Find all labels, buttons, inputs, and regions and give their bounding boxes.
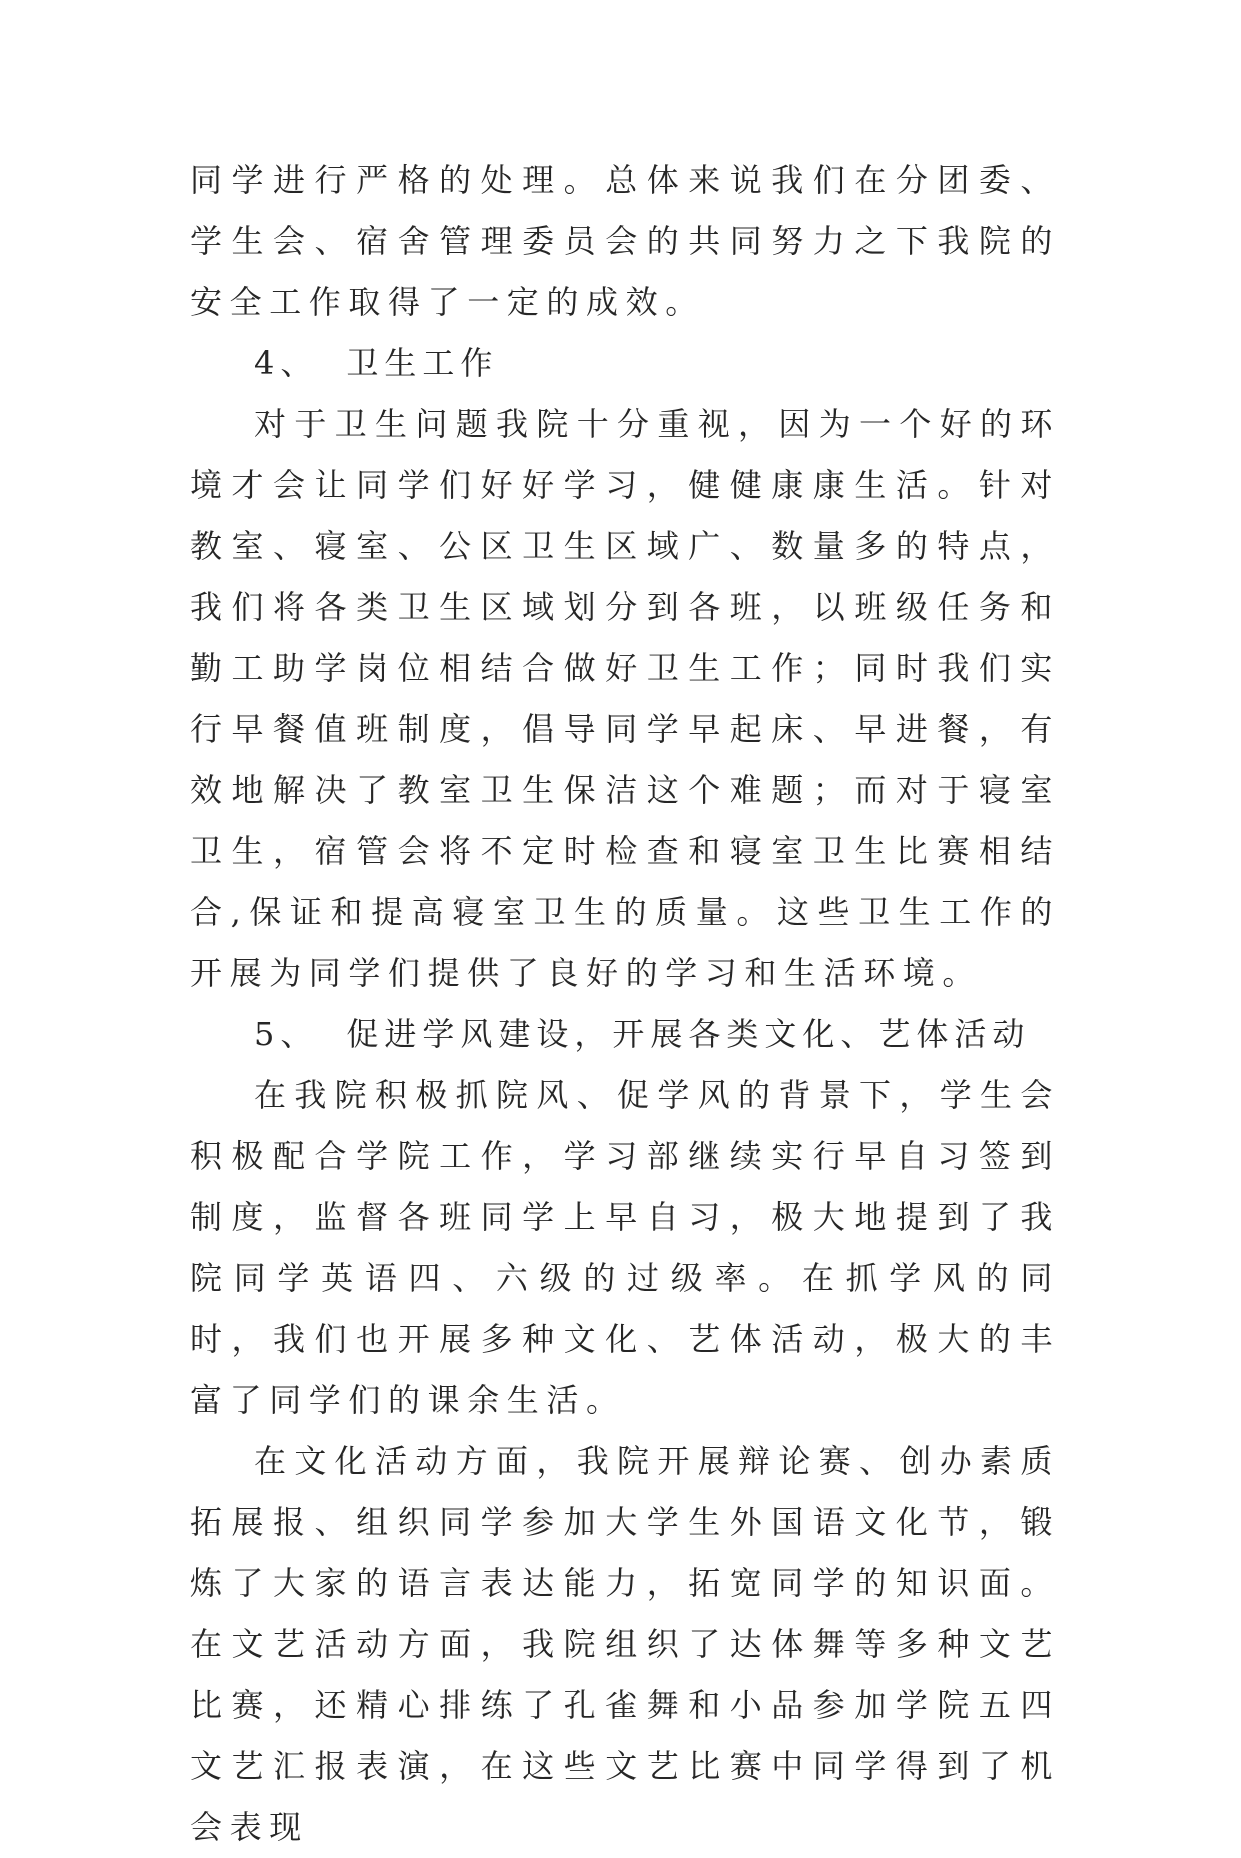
section-5-paragraph-2: 在文化活动方面，我院开展辩论赛、创办素质拓展报、组织同学参加大学生外国语文化节，锻炼了大家的语言表达能力，拓宽同学的知识面。在文艺活动方面，我院组织了达体舞等多种文艺比赛，还精心排练了孔雀舞和小品参加学院五四文艺汇报表演，在这些文艺比赛中同学得到了机会表现: [190, 1442, 1060, 1846]
section-4-heading: [190, 333, 1060, 394]
section-4-title: 卫生工作: [346, 344, 499, 382]
section-5-title: 促进学风建设，开展各类文化、艺体活动: [346, 1015, 1031, 1053]
section-5-paragraph-1: 在我院积极抓院风、促学风的背景下，学生会积极配合学院工作，学习部继续实行早自习签到制度，监督各班同学上早自习，极大地提到了我院同学英语四、六级的过级率。在抓学风的同时，我们也开展多种文化、艺体活动，极大的丰富了同学们的课余生活。: [190, 1076, 1060, 1419]
section-5-heading: [190, 1004, 1060, 1065]
section-4-paragraph: 对于卫生问题我院十分重视，因为一个好的环境才会让同学们好好学习，健健康康生活。针对教室、寝室、公区卫生区域广、数量多的特点，我们将各类卫生区域划分到各班，以班级任务和勤工助学岗位相结合做好卫生工作；同时我们实行早餐值班制度，倡导同学早起床、早进餐，有效地解决了教室卫生保洁这个难题；而对于寝室卫生，宿管会将不定时检查和寝室卫生比赛相结合,保证和提高寝室卫生的质量。这些卫生工作的开展为同学们提供了良好的学习和生活环境。: [190, 405, 1060, 992]
document-page: [190, 150, 1060, 1858]
paragraph-continued: 同学进行严格的处理。总体来说我们在分团委、学生会、宿舍管理委员会的共同努力之下我院的安全工作取得了一定的成效。: [190, 161, 1060, 321]
section-5-number: 5、: [254, 1015, 319, 1053]
section-4-number: 4、: [254, 344, 319, 382]
